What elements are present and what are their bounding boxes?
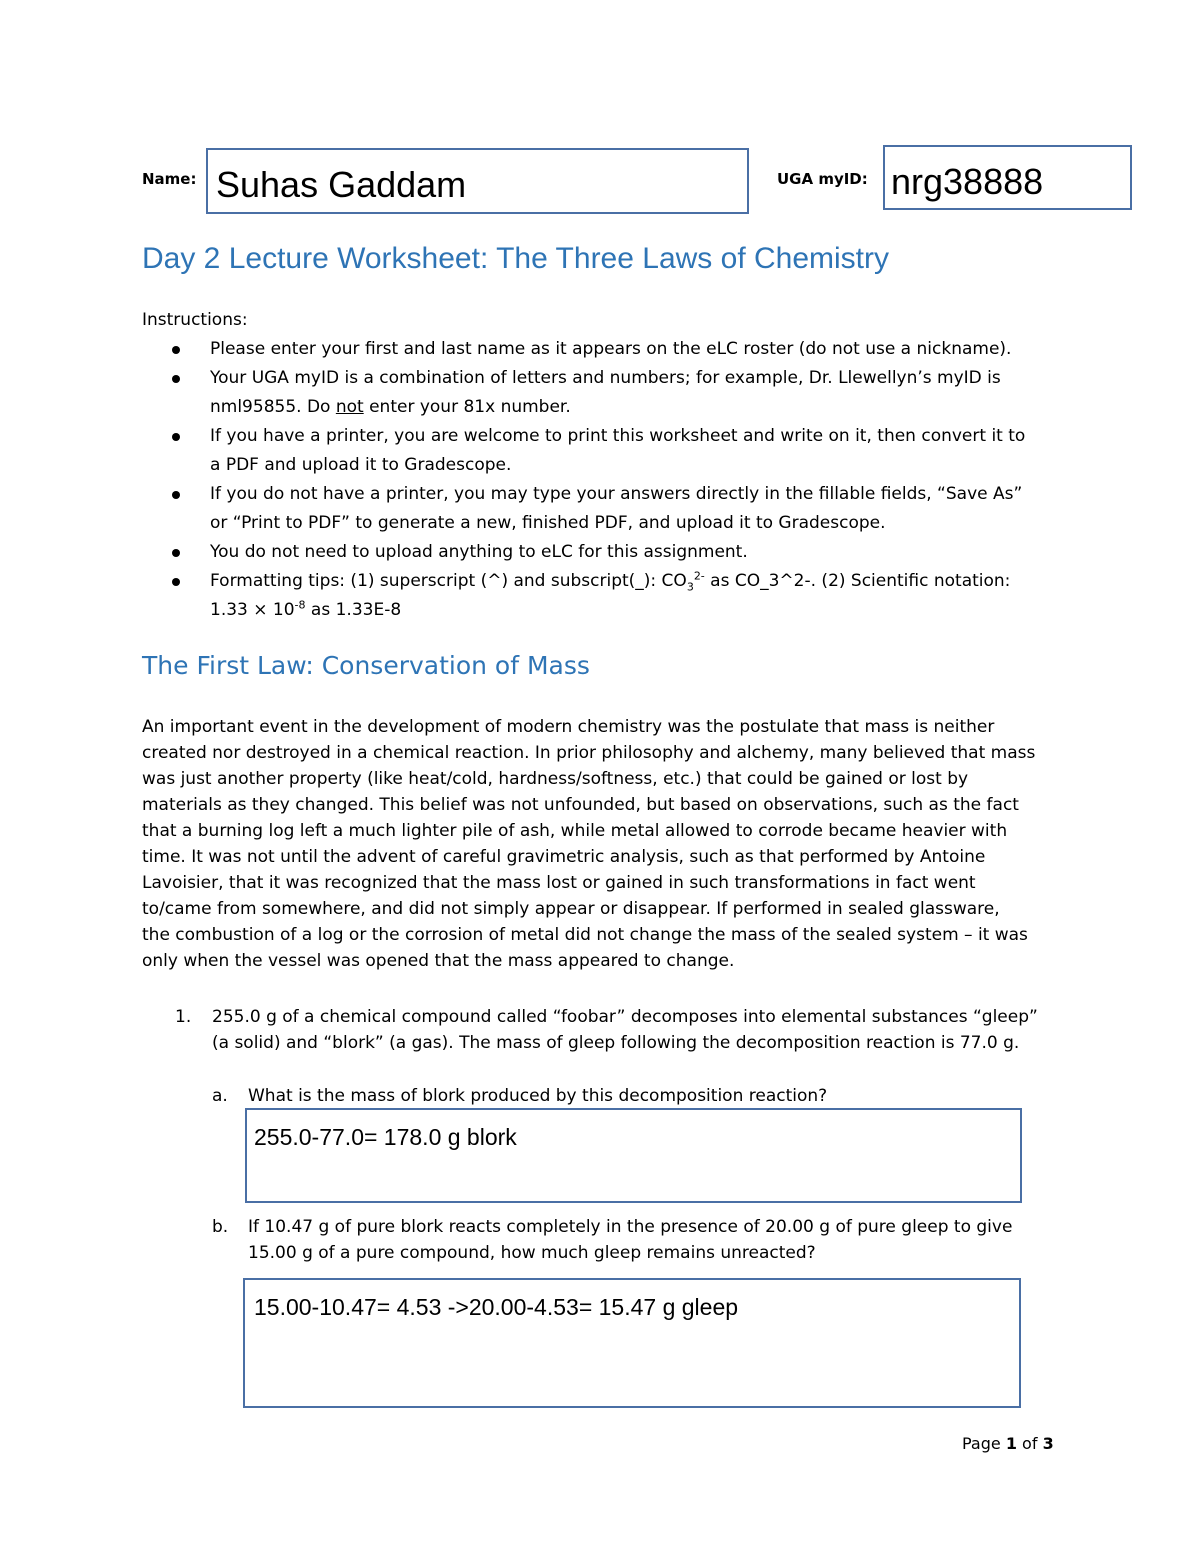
paragraph-line: materials as they changed. This belief was not unfounded, but based on observations, such as the fact: [142, 795, 1019, 815]
instruction-item: Formatting tips: (1) superscript (^) and subscript(_): $CO_3^{2-}$ as CO_3^2-. (2) Scientific notation: $1.33 \times 10^{-8}$ as 1.33E-8: [172, 567, 1072, 625]
question-text: 255.0 g of a chemical compound called “foobar” decomposes into elemental substances “gleep” (a solid) and “blork” (a gas). The mass of gleep following the decomposition reaction is 77.0 g.: [212, 1007, 1038, 1053]
bullet-icon: [172, 346, 180, 354]
instruction-item: Your UGA myID is a combination of letters and numbers; for example, Dr. Llewellyn’s myID is nml95855. Do not enter your 81x number.: [172, 364, 1072, 422]
instruction-item: If you do not have a printer, you may type your answers directly in the fillable fields, “Save As” or “Print to PDF” to generate a new, finished PDF, and upload it to Gradescope.: [172, 480, 1072, 538]
paragraph-line: time. It was not until the advent of careful gravimetric analysis, such as that performed by Antoine: [142, 847, 986, 867]
section-paragraph: [142, 714, 1082, 974]
paragraph-line: An important event in the development of modern chemistry was the postulate that mass is neither: [142, 717, 995, 737]
paragraph-line: the combustion of a log or the corrosion of metal did not change the mass of the sealed system – it was: [142, 925, 1028, 945]
underlined-not: not: [335, 397, 364, 417]
page-title: Day 2 Lecture Worksheet: The Three Laws of Chemistry: [142, 242, 889, 275]
part-a-text: What is the mass of blork produced by this decomposition reaction?: [248, 1086, 828, 1106]
paragraph-line: to/came from somewhere, and did not simply appear or disappear. If performed in sealed glassware,: [142, 899, 1000, 919]
instructions-label: Instructions:: [142, 310, 248, 330]
section-heading: The First Law: Conservation of Mass: [142, 651, 590, 680]
paragraph-line: created nor destroyed in a chemical reaction. In prior philosophy and alchemy, many believed that mass: [142, 743, 1036, 763]
name-label: Name:: [142, 170, 197, 188]
instruction-item: If you have a printer, you are welcome to print this worksheet and write on it, then convert it to a PDF and upload it to Gradescope.: [172, 422, 1072, 480]
page-number: Page 1 of 3: [962, 1434, 1054, 1453]
part-b-text: If 10.47 g of pure blork reacts completely in the presence of 20.00 g of pure gleep to give 15.00 g of a pure compound, how much gleep remains unreacted?: [248, 1217, 1013, 1263]
bullet-icon: [172, 549, 180, 557]
paragraph-line: only when the vessel was opened that the mass appeared to change.: [142, 951, 735, 971]
instruction-item: You do not need to upload anything to eLC for this assignment.: [172, 538, 1072, 567]
name-value: Suhas Gaddam: [216, 164, 467, 205]
name-field[interactable]: [206, 148, 749, 214]
bullet-icon: [172, 491, 180, 499]
myid-value: nrg38888: [891, 161, 1044, 202]
question-number: 1.: [175, 1007, 192, 1027]
myid-label: UGA myID:: [777, 170, 868, 188]
myid-field[interactable]: [883, 145, 1132, 210]
paragraph-line: that a burning log left a much lighter pile of ash, while metal allowed to corrode became heavier with: [142, 821, 1008, 841]
paragraph-line: was just another property (like heat/cold, hardness/softness, etc.) that could be gained or lost by: [142, 769, 969, 789]
part-a-letter: a.: [212, 1086, 228, 1106]
bullet-icon: [172, 433, 180, 441]
part-b-letter: b.: [212, 1217, 229, 1237]
answer-a-value: 255.0-77.0= 178.0 g blork: [254, 1124, 517, 1150]
paragraph-line: Lavoisier, that it was recognized that the mass lost or gained in such transformations in fact went: [142, 873, 976, 893]
instruction-item: Please enter your first and last name as it appears on the eLC roster (do not use a nickname).: [172, 335, 1072, 364]
answer-b-value: 15.00-10.47= 4.53 ->20.00-4.53= 15.47 g gleep: [254, 1294, 739, 1320]
instructions-list: [172, 335, 1072, 625]
bullet-icon: [172, 578, 180, 586]
bullet-icon: [172, 375, 180, 383]
answer-a-field[interactable]: [245, 1108, 1022, 1203]
answer-b-field[interactable]: [243, 1278, 1021, 1408]
